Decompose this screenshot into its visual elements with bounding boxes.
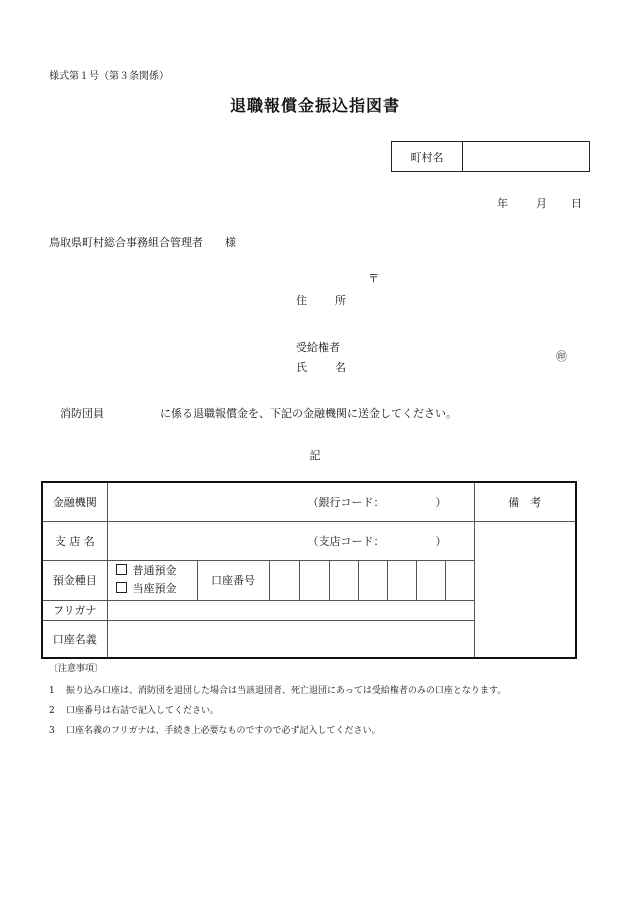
account-digit-cell[interactable] [329, 560, 358, 600]
note-item: 3 口座名義のフリガナは、手続き上必要なものですので必ず記入してください。 [49, 726, 381, 736]
message-text: に係る退職報償金を、下記の金融機関に送金してください。 [160, 407, 457, 420]
remarks-field[interactable] [474, 521, 576, 658]
honorific: 様 [225, 236, 236, 249]
furigana-label: フリガナ [42, 600, 107, 620]
account-digit-cell[interactable] [269, 560, 299, 600]
account-holder-field[interactable] [107, 620, 474, 658]
branch-label: 支 店 名 [42, 521, 107, 560]
checkbox-icon[interactable] [116, 582, 127, 593]
town-name-label: 町村名 [392, 142, 463, 171]
town-name-box [391, 141, 590, 172]
account-holder-label: 口座名義 [42, 620, 107, 658]
date-day: 日 [571, 197, 582, 210]
name-label-1: 氏 [296, 361, 307, 374]
note-item: 2 口座番号は右詰で記入してください。 [49, 706, 220, 716]
bank-info-table [41, 481, 577, 659]
postal-mark: 〒 [368, 272, 379, 285]
deposit-option-ordinary[interactable]: 普通預金 [108, 562, 197, 580]
checkbox-icon[interactable] [116, 564, 127, 575]
deposit-option-current[interactable]: 当座預金 [108, 580, 197, 598]
deposit-type-options [107, 560, 197, 600]
account-digit-cell[interactable] [387, 560, 416, 600]
note-item: 1 振り込み口座は、消防団を退団した場合は当該退団者、死亡退団にあっては受給権者のみの口座となります。 [49, 686, 507, 696]
account-digit-cell[interactable] [358, 560, 387, 600]
form-code: 様式第１号（第３条関係） [49, 71, 169, 82]
account-digit-cell[interactable] [445, 560, 474, 600]
bank-code-label: （銀行コード： [307, 495, 385, 509]
financial-institution-field[interactable] [107, 482, 474, 521]
seal-mark: ㊞ [556, 350, 567, 363]
recipient-label: 受給権者 [296, 341, 340, 354]
town-name-field[interactable] [463, 142, 589, 171]
address-label-2: 所 [335, 294, 346, 307]
branch-code-close: ） [435, 534, 447, 548]
furigana-field[interactable] [107, 600, 474, 620]
deposit-type-label: 預金種目 [42, 560, 107, 600]
transfer-message [60, 405, 457, 421]
notes-header: 〔注意事項〕 [49, 664, 104, 674]
document-title: 退職報償金振込指図書 [229, 96, 400, 115]
account-number-label: 口座番号 [197, 560, 269, 600]
remarks-header: 備 考 [474, 482, 576, 521]
message-prefix: 消防団員 [60, 407, 104, 420]
financial-institution-label: 金融機関 [42, 482, 107, 521]
name-label-2: 名 [335, 361, 346, 374]
date-month: 月 [536, 197, 547, 210]
account-digit-cell[interactable] [299, 560, 329, 600]
date-year: 年 [497, 197, 508, 210]
bank-code-close: ） [435, 495, 447, 509]
addressee [49, 234, 236, 250]
account-digit-cell[interactable] [416, 560, 445, 600]
address-label-1: 住 [296, 294, 307, 307]
addressee-name: 鳥取県町村総合事務組合管理者 [49, 236, 203, 249]
ki-mark: 記 [309, 449, 321, 462]
branch-field[interactable] [107, 521, 474, 560]
branch-code-label: （支店コード： [307, 534, 385, 548]
